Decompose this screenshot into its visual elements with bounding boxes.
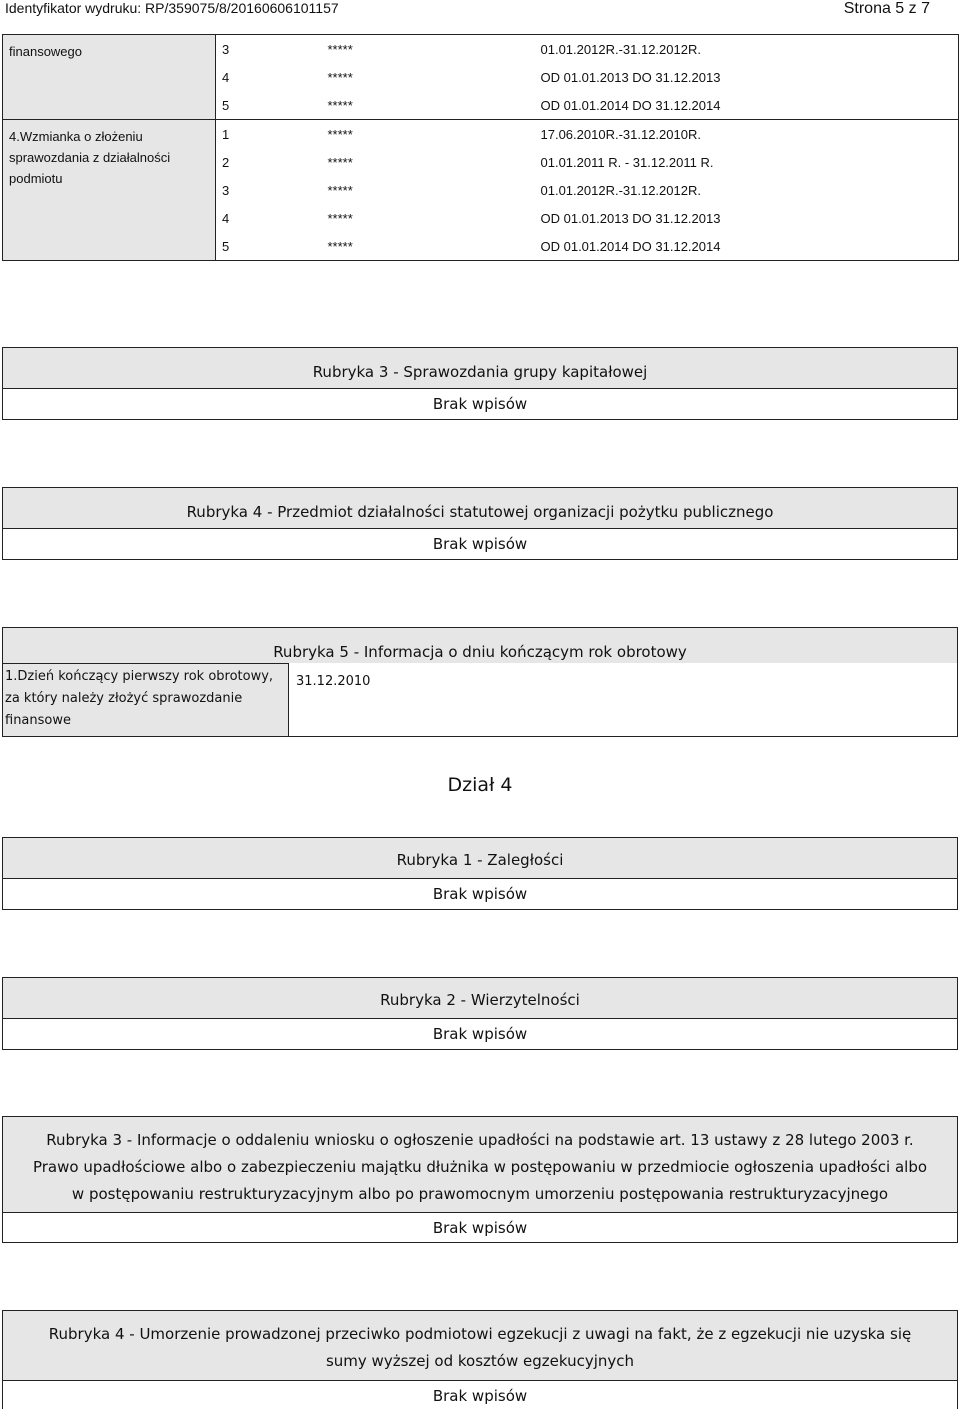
label-line: 1.Dzień kończący pierwszy rok obrotowy, — [5, 669, 274, 684]
label-line: podmiotu — [9, 171, 63, 186]
field-value: 31.12.2010 — [296, 674, 371, 689]
row-number: 4 — [216, 63, 322, 91]
row-stars: ***** — [327, 154, 353, 170]
label-line: finansowe — [5, 713, 71, 728]
section-rubryka-5 — [2, 627, 958, 737]
row-number: 5 — [216, 91, 322, 120]
section-title: Rubryka 5 - Informacja o dniu kończącym rok obrotowy — [3, 628, 957, 663]
title-line: Prawo upadłościowe albo o zabezpieczeniu majątku dłużnika w postępowaniu w przedmiocie ogłoszenia upadłości albo — [32, 1158, 928, 1176]
row-date: OD 01.01.2013 DO 31.12.2013 — [535, 63, 959, 91]
row-stars: ***** — [327, 69, 353, 85]
title-line: Rubryka 4 - Umorzenie prowadzonej przeciwko podmiotowi egzekucji z uwagi na fakt, że z egzekucji nie uzyska się — [48, 1325, 912, 1343]
section-title: Rubryka 4 - Przedmiot działalności statutowej organizacji pożytku publicznego — [3, 488, 957, 529]
row-number: 2 — [216, 148, 322, 176]
no-entries-text: Brak wpisów — [432, 395, 528, 413]
section-umorzenie-egzekucji — [2, 1310, 958, 1409]
section-zaleglosci — [2, 837, 958, 910]
label-line: sprawozdania z działalności — [9, 150, 171, 165]
row-stars: ***** — [322, 35, 535, 64]
row-label-wzmianka — [3, 120, 216, 261]
row-stars: ***** — [322, 91, 535, 120]
row-date: 17.06.2010R.-31.12.2010R. — [535, 120, 959, 149]
row-date: 01.01.2011 R. - 31.12.2011 R. — [535, 148, 959, 176]
section-wierzytelnosci — [2, 977, 958, 1050]
field-label — [3, 663, 289, 736]
row-stars: ***** — [327, 126, 353, 142]
no-entries-text: Brak wpisów — [432, 1387, 528, 1405]
row-date: OD 01.01.2014 DO 31.12.2014 — [535, 232, 959, 261]
section-title — [3, 1311, 957, 1381]
no-entries-text: Brak wpisów — [432, 535, 528, 553]
print-identifier: Identyfikator wydruku: RP/359075/8/20160606101157 — [5, 0, 339, 16]
row-number: 5 — [216, 232, 322, 261]
title-line: Rubryka 3 - Informacje o oddaleniu wniosku o ogłoszenie upadłości na podstawie art. 13 ustawy z 28 lutego 2003 r. — [46, 1131, 914, 1149]
row-date: 01.01.2012R.-31.12.2012R. — [535, 176, 959, 204]
row-number: 1 — [216, 120, 322, 149]
row-number: 3 — [216, 35, 322, 64]
label-line: 4.Wzmianka o złożeniu — [9, 129, 143, 144]
title-line: w postępowaniu restrukturyzacyjnym albo po prawomocnym umorzeniu postępowania restrukturyzacyjnego — [71, 1185, 889, 1203]
row-date: OD 01.01.2014 DO 31.12.2014 — [535, 91, 959, 120]
no-entries-text: Brak wpisów — [432, 1025, 528, 1043]
row-label-finansowego: finansowego — [3, 35, 216, 120]
section-rubryka-4 — [2, 487, 958, 560]
section-title: Rubryka 3 - Sprawozdania grupy kapitałowej — [3, 348, 957, 389]
row-number: 4 — [216, 204, 322, 232]
row-date: OD 01.01.2013 DO 31.12.2013 — [535, 204, 959, 232]
section-oddalenie-wniosku — [2, 1116, 958, 1243]
title-line: sumy wyższej od kosztów egzekucyjnych — [325, 1352, 635, 1370]
no-entries-text: Brak wpisów — [432, 885, 528, 903]
reports-table — [2, 34, 959, 261]
row-date: 01.01.2012R.-31.12.2012R. — [535, 35, 959, 64]
row-stars: ***** — [327, 210, 353, 226]
label-line: za który należy złożyć sprawozdanie — [5, 691, 243, 706]
division-heading: Dział 4 — [447, 774, 513, 796]
section-rubryka-3 — [2, 347, 958, 420]
section-title — [3, 1117, 957, 1213]
section-title: Rubryka 2 - Wierzytelności — [3, 978, 957, 1019]
row-stars: ***** — [322, 232, 535, 261]
page-header — [0, 0, 960, 22]
row-number: 3 — [216, 176, 322, 204]
row-stars: ***** — [327, 182, 353, 198]
page-number: Strona 5 z 7 — [843, 0, 930, 17]
section-title: Rubryka 1 - Zaległości — [3, 838, 957, 879]
no-entries-text: Brak wpisów — [432, 1219, 528, 1237]
